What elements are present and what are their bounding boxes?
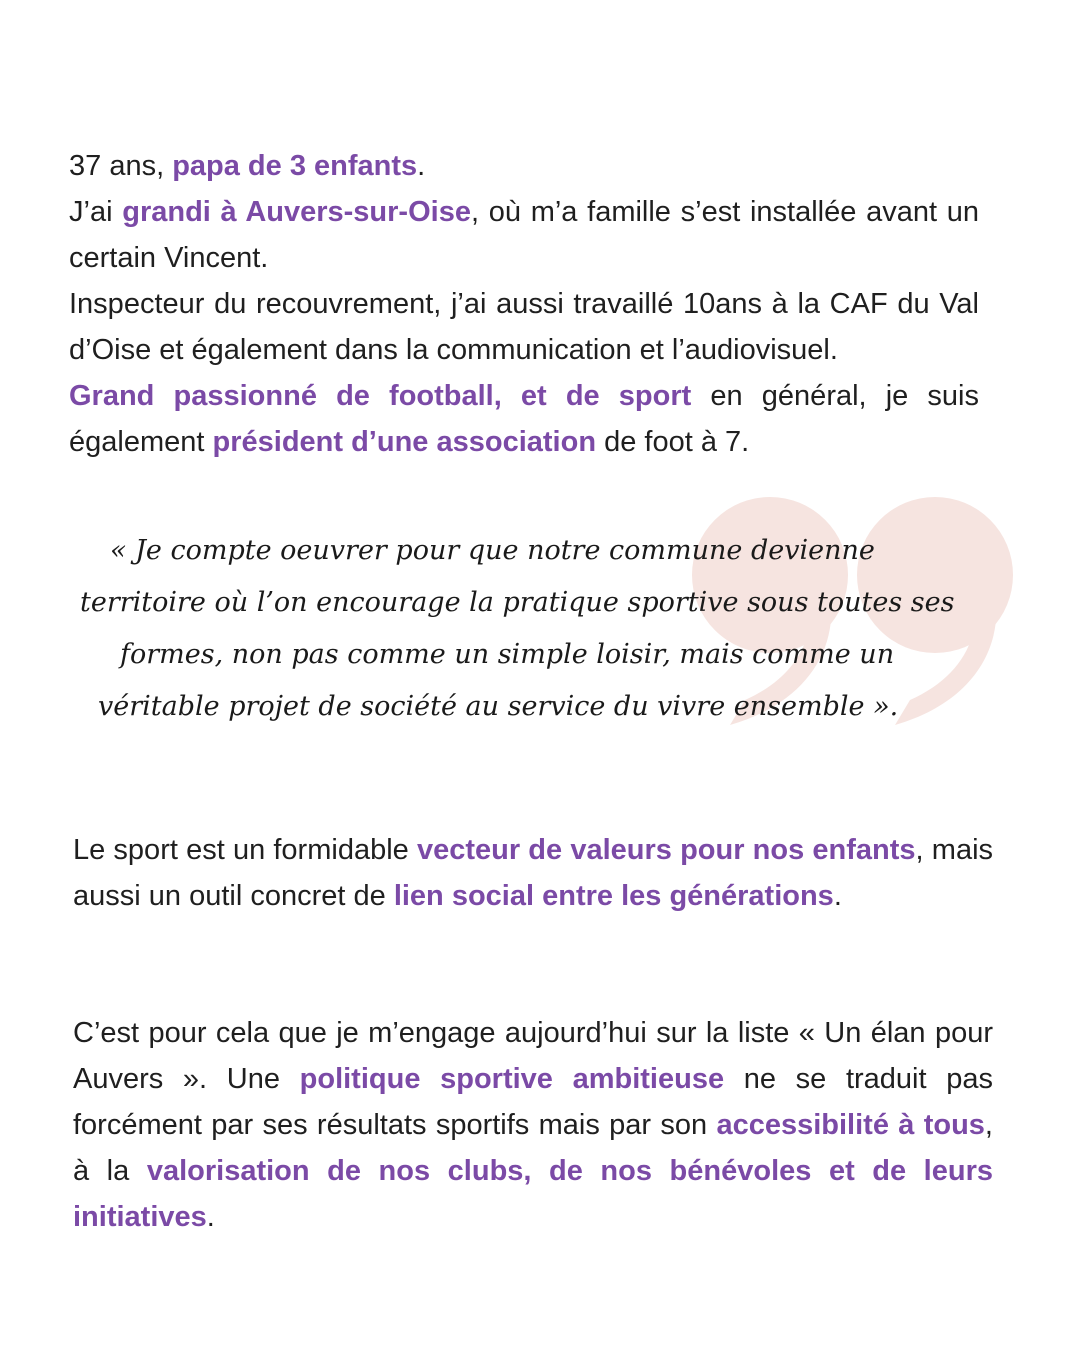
engage-highlight-access: accessibilité à tous <box>716 1109 985 1141</box>
bio-highlight-hometown: grandi à Auvers-sur-Oise <box>122 196 471 228</box>
sport-middle: , mais aussi un outil concret de <box>73 834 994 912</box>
engagement-paragraph <box>73 1010 993 1240</box>
engage-connector: , à la <box>73 1109 993 1187</box>
bio-highlight-passion: Grand passionné de football, et de sport <box>69 380 692 412</box>
sport-intro: Le sport est un formidable <box>73 834 417 866</box>
bio-period: . <box>417 150 426 182</box>
quote-line-1: « Je compte oeuvrer pour que notre commune devienne <box>110 535 875 566</box>
quote-line-3: formes, non pas comme un simple loisir, mais comme un <box>120 639 895 670</box>
engage-period: . <box>206 1201 215 1233</box>
bio-grew-up-prefix: J’ai <box>69 196 123 228</box>
sport-highlight-values: vecteur de valeurs pour nos enfants <box>416 834 916 866</box>
bio-highlight-children: papa de 3 enfants <box>172 150 418 182</box>
bio-foot-text: de foot à 7. <box>596 426 750 458</box>
sport-period: . <box>833 880 842 912</box>
engage-intro: C’est pour cela que je m’engage aujourd’hui sur la liste « Un élan pour Auvers ». Une <box>73 1017 993 1095</box>
engage-middle: ne se traduit pas forcément par ses résultats sportifs mais par son <box>73 1063 993 1141</box>
bio-age: 37 ans, <box>69 150 173 182</box>
quote-line-4: véritable projet de société au service du vivre ensemble ». <box>98 691 899 722</box>
bio-highlight-association: président d’une association <box>212 426 597 458</box>
bio-career-text: Inspecteur du recouvrement, j’ai aussi travaillé 10ans à la CAF du Val d’Oise et également dans la communication et l’audiovisuel. <box>69 288 979 366</box>
bio-family-text: , où m’a famille s’est installée avant un certain Vincent. <box>69 196 979 274</box>
quote-line-2: territoire où l’on encourage la pratique sportive sous toutes ses <box>80 587 955 618</box>
bio-paragraph <box>69 143 979 465</box>
engage-highlight-clubs: valorisation de nos clubs, de nos bénévoles et de leurs initiatives <box>73 1155 993 1233</box>
sport-paragraph <box>73 827 993 919</box>
handwritten-quote <box>80 525 990 733</box>
bio-general-text: en général, je suis également <box>69 380 979 458</box>
sport-highlight-social: lien social entre les générations <box>393 880 834 912</box>
engage-highlight-policy: politique sportive ambitieuse <box>299 1063 725 1095</box>
